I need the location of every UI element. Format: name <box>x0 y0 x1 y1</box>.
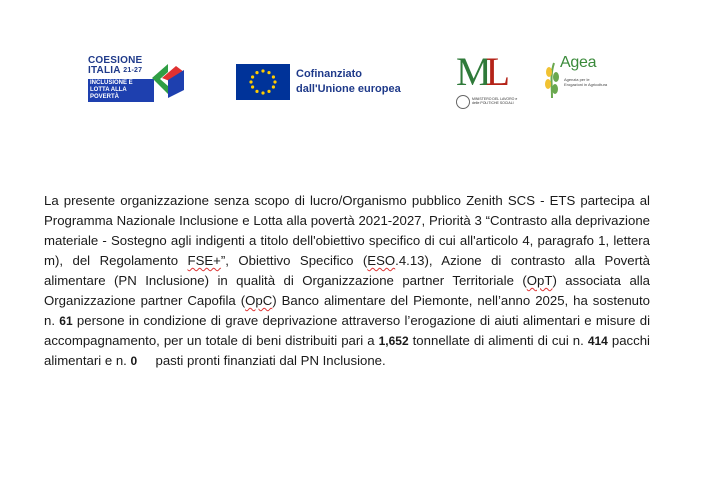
text-segment: ) associata alla Organizzazione partner Capofila ( <box>44 273 651 309</box>
text-segment: persone in condizione di grave deprivazione attraverso l’erogazione di aiuti alimentari e misure di accompagnamento, per un totale di beni distribuiti pari a <box>44 313 650 349</box>
ml-letters <box>456 50 510 94</box>
tons-total: 1,652 <box>378 334 409 349</box>
eso-term: ESO <box>367 253 396 269</box>
declaration-paragraph <box>44 191 650 371</box>
fse-term: FSE+ <box>187 253 221 269</box>
eu-cofinanziato-logo <box>236 64 416 104</box>
eu-text <box>296 67 401 97</box>
coesione-band: INCLUSIONE E LOTTA ALLA POVERTÀ <box>88 79 154 102</box>
coesione-years: 21-27 <box>123 67 143 74</box>
text-segment: .4.13), Azione di contrasto alla Povertà alimentare (PN Inclusione) in qualità di Organizzazione partner Territoriale ( <box>44 253 650 289</box>
ml-letter-m: M <box>456 49 492 94</box>
text-segment: pasti pronti finanziati dal PN Inclusione. <box>151 353 386 369</box>
coesione-line1: COESIONE <box>88 55 143 66</box>
eu-line2: dall'Unione europea <box>296 83 401 95</box>
persons-count: 61 <box>59 314 73 329</box>
packages-count: 414 <box>587 334 608 349</box>
text-segment: partecipa al Programma Nazionale Inclusione e Lotta alla povertà 2021-2027, Priorità 3 “Contrasto alla deprivazione materiale - Sostegno agli indigenti a titolo dell'obiettivo specifico di cui all'articolo 4, paragrafo 1, lettera m), del Regolamento <box>44 193 650 269</box>
text-segment: La presente organizzazione senza scopo di lucro/Organismo pubblico <box>44 193 467 209</box>
agea-name: Agea <box>560 54 597 71</box>
text-segment: ”, Obiettivo Specifico ( <box>220 253 368 269</box>
agea-subtitle: Agenzia per le Erogazioni in Agricoltura <box>564 77 608 87</box>
text-segment: tonnellate di alimenti di cui n. <box>408 333 588 349</box>
text-segment: pacchi alimentari e n. <box>44 333 650 369</box>
agea-logo <box>540 54 610 112</box>
eu-line1: Cofinanziato <box>296 68 362 80</box>
coesione-italia-text: ITALIA <box>88 65 121 76</box>
text-segment: ) Banco alimentare del Piemonte, nell’anno 2025, ha sostenuto n. <box>44 293 650 329</box>
logo-row <box>0 48 705 118</box>
opc-term: OpC <box>245 293 273 309</box>
ml-letter-l: L <box>485 49 511 94</box>
coesione-arrows-icon <box>150 60 186 100</box>
meals-count: 0 <box>130 354 138 369</box>
eu-flag-icon <box>236 64 290 100</box>
coesione-italia-logo <box>88 56 186 102</box>
ministero-lavoro-logo <box>452 50 522 110</box>
ministero-caption: MINISTERO DEL LAVORO e delle POLITICHE SOCIALI <box>472 97 518 105</box>
republic-emblem-icon <box>456 95 470 109</box>
organization-name: Zenith SCS - ETS <box>466 193 576 209</box>
opt-term: OpT <box>526 273 553 289</box>
